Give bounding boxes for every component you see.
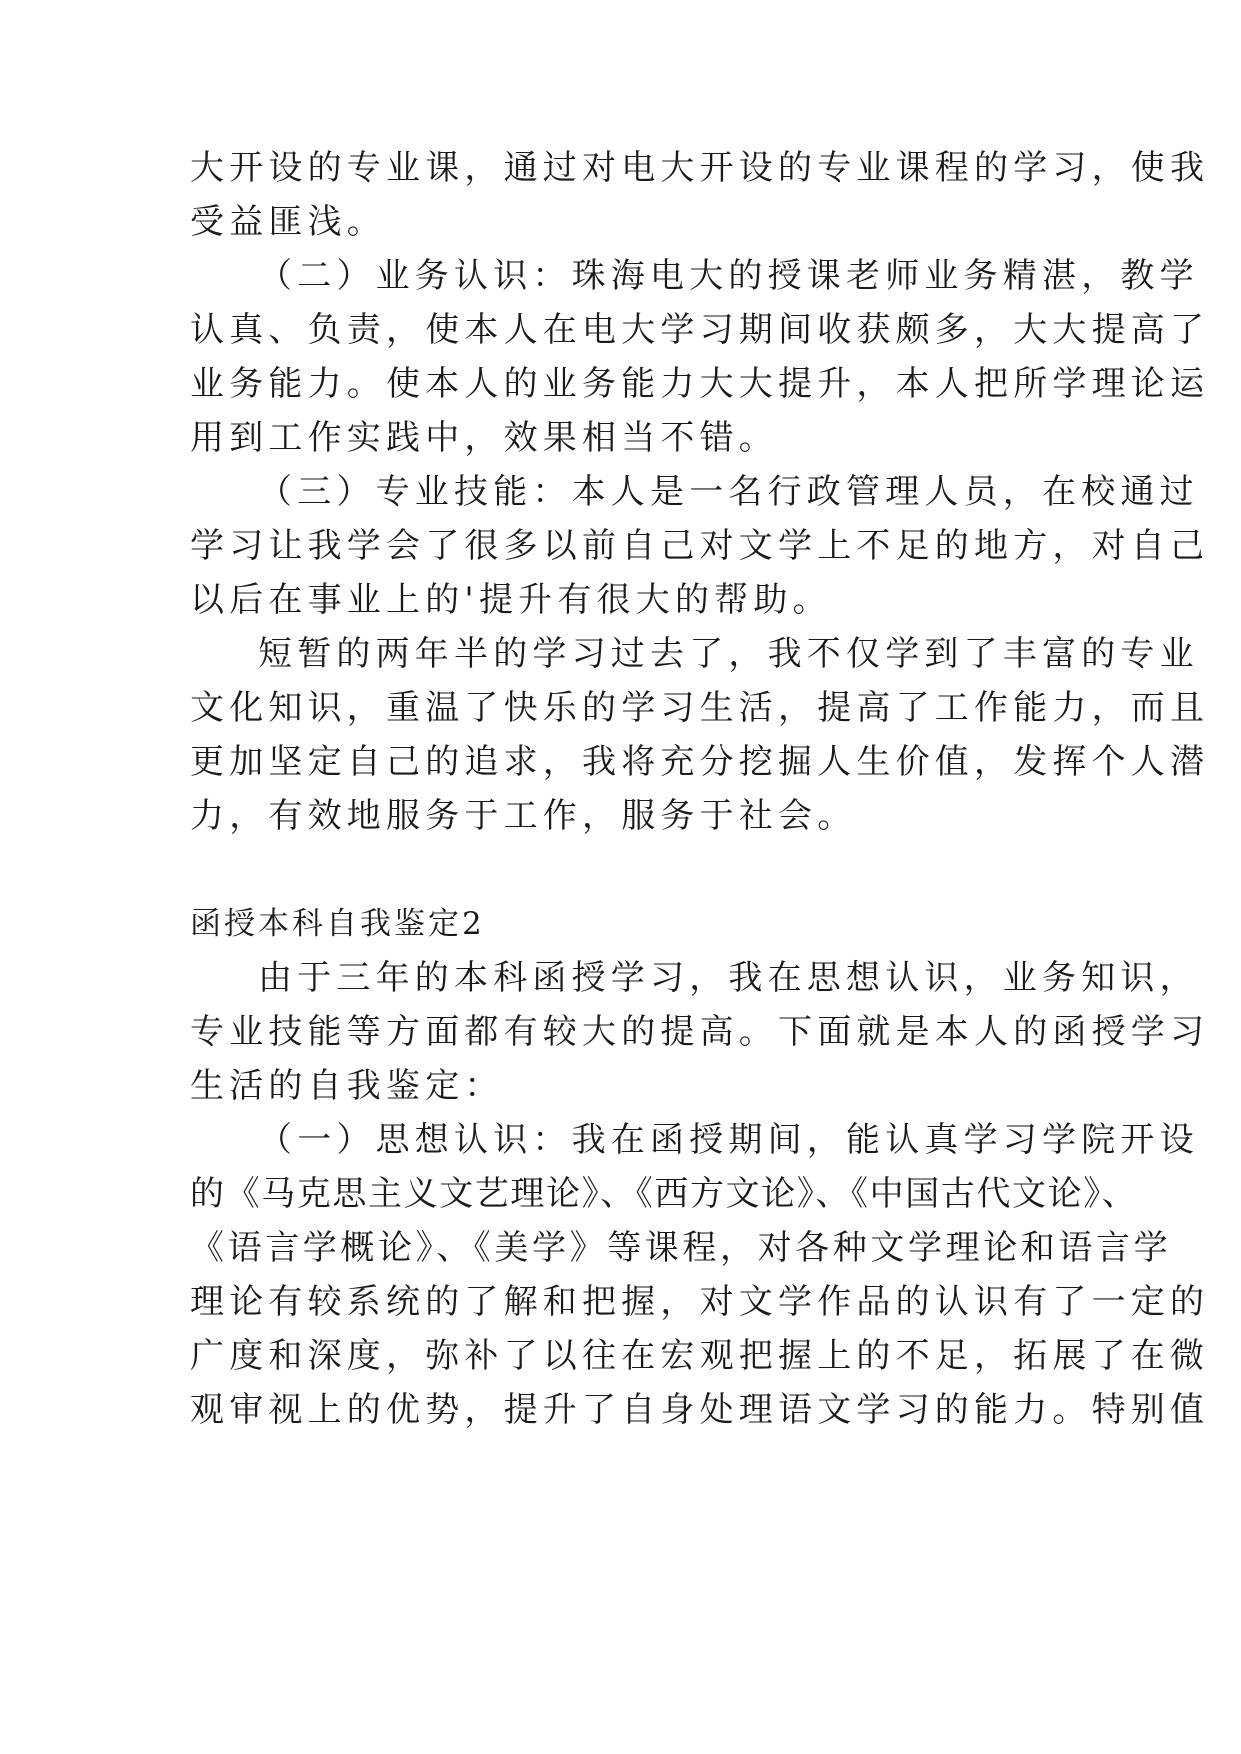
paragraph-line: 大开设的专业课，通过对电大开设的专业课程的学习，使我 <box>190 148 1210 188</box>
paragraph-line: （一）思想认识：我在函授期间，能认真学习学院开设 <box>258 1120 1199 1160</box>
paragraph-line: 观审视上的优势，提升了自身处理语文学习的能力。特别值 <box>190 1390 1210 1430</box>
paragraph-line: 由于三年的本科函授学习，我在思想认识，业务知识， <box>258 958 1199 998</box>
paragraph-line: 用到工作实践中，效果相当不错。 <box>190 418 778 458</box>
paragraph-line: 短暂的两年半的学习过去了，我不仅学到了丰富的专业 <box>258 634 1199 674</box>
section-heading: 函授本科自我鉴定2 <box>190 906 485 942</box>
paragraph-line: 专业技能等方面都有较大的提高。下面就是本人的函授学习 <box>190 1012 1210 1052</box>
paragraph-line: （三）专业技能：本人是一名行政管理人员，在校通过 <box>258 472 1199 512</box>
paragraph-line: 生活的自我鉴定： <box>190 1066 504 1106</box>
paragraph-line: 以后在事业上的'提升有很大的帮助。 <box>190 580 832 620</box>
paragraph-line: 认真、负责，使本人在电大学习期间收获颇多，大大提高了 <box>190 310 1210 350</box>
paragraph-line: （二）业务认识：珠海电大的授课老师业务精湛，教学 <box>258 256 1199 296</box>
paragraph-line: 受益匪浅。 <box>190 202 386 242</box>
paragraph-line: 理论有较系统的了解和把握，对文学作品的认识有了一定的 <box>190 1282 1210 1322</box>
paragraph-line: 《语言学概论》、《美学》等课程，对各种文学理论和语言学 <box>190 1228 1172 1268</box>
paragraph-line: 力，有效地服务于工作，服务于社会。 <box>190 796 857 836</box>
paragraph-line: 更加坚定自己的追求，我将充分挖掘人生价值，发挥个人潜 <box>190 742 1210 782</box>
paragraph-line: 业务能力。使本人的业务能力大大提升，本人把所学理论运 <box>190 364 1210 404</box>
paragraph-line: 文化知识，重温了快乐的学习生活，提高了工作能力，而且 <box>190 688 1210 728</box>
paragraph-line: 学习让我学会了很多以前自己对文学上不足的地方，对自己 <box>190 526 1210 566</box>
paragraph-line: 广度和深度，弥补了以往在宏观把握上的不足，拓展了在微 <box>190 1336 1210 1376</box>
paragraph-line: 的《马克思主义文艺理论》、《西方文论》、《中国古代文论》、 <box>190 1174 1138 1214</box>
